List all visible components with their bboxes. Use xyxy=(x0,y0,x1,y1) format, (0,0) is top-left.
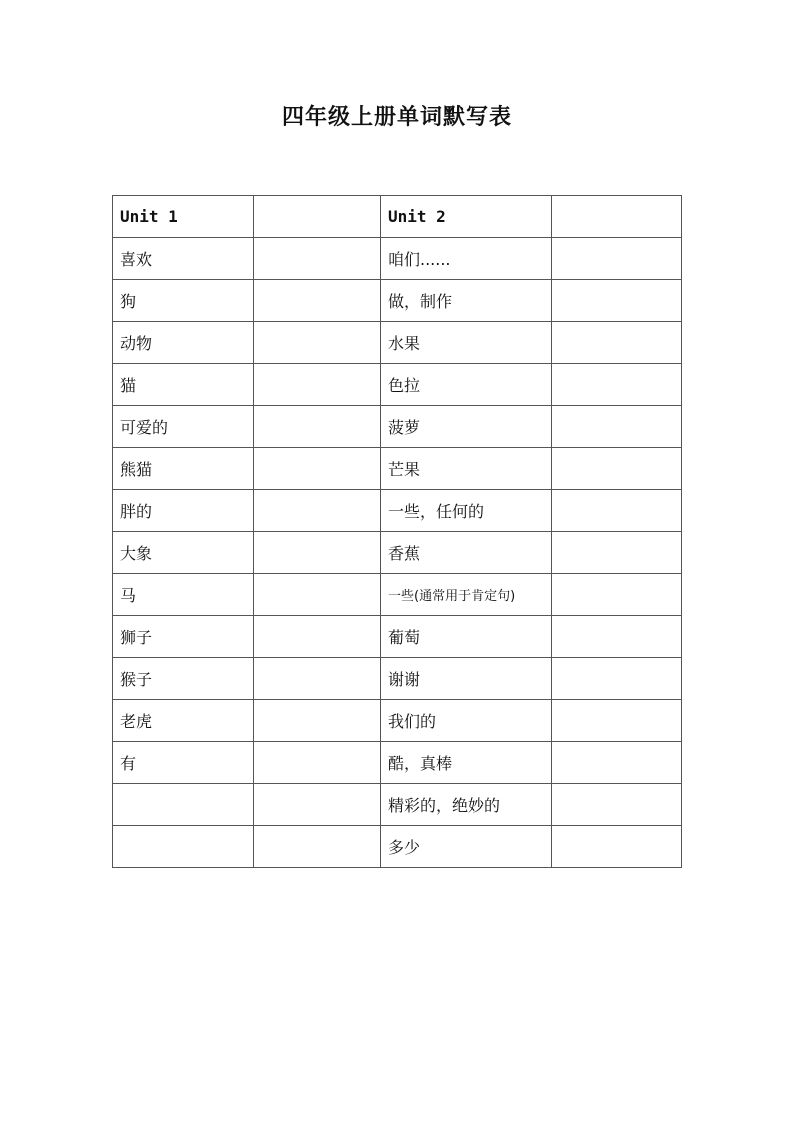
unit2-answer-blank[interactable] xyxy=(552,322,682,364)
unit1-answer-blank[interactable] xyxy=(254,742,381,784)
unit2-answer-blank[interactable] xyxy=(552,574,682,616)
table-row xyxy=(113,238,682,280)
unit1-word xyxy=(113,826,254,868)
unit2-word: 酷，真棒 xyxy=(381,742,552,784)
table-row xyxy=(113,616,682,658)
unit2-answer-blank[interactable] xyxy=(552,742,682,784)
unit2-word: 多少 xyxy=(381,826,552,868)
table-row xyxy=(113,700,682,742)
unit1-header: Unit 1 xyxy=(113,196,254,238)
unit2-word: 做，制作 xyxy=(381,280,552,322)
unit2-header: Unit 2 xyxy=(381,196,552,238)
unit2-answer-blank[interactable] xyxy=(552,616,682,658)
vocabulary-table xyxy=(112,195,682,868)
unit1-answer-blank[interactable] xyxy=(254,196,381,238)
table-row xyxy=(113,658,682,700)
unit2-answer-blank[interactable] xyxy=(552,784,682,826)
table-row xyxy=(113,322,682,364)
table-row xyxy=(113,532,682,574)
unit1-answer-blank[interactable] xyxy=(254,784,381,826)
unit1-word: 狮子 xyxy=(113,616,254,658)
unit1-word: 老虎 xyxy=(113,700,254,742)
unit1-word: 胖的 xyxy=(113,490,254,532)
unit2-word: 谢谢 xyxy=(381,658,552,700)
unit2-answer-blank[interactable] xyxy=(552,700,682,742)
unit2-word: 咱们...... xyxy=(381,238,552,280)
unit1-word: 动物 xyxy=(113,322,254,364)
unit1-word: 大象 xyxy=(113,532,254,574)
unit1-answer-blank[interactable] xyxy=(254,406,381,448)
unit2-answer-blank[interactable] xyxy=(552,406,682,448)
unit2-answer-blank[interactable] xyxy=(552,280,682,322)
table-row xyxy=(113,826,682,868)
unit2-answer-blank[interactable] xyxy=(552,196,682,238)
unit2-answer-blank[interactable] xyxy=(552,490,682,532)
unit1-answer-blank[interactable] xyxy=(254,490,381,532)
unit2-answer-blank[interactable] xyxy=(552,238,682,280)
unit1-answer-blank[interactable] xyxy=(254,658,381,700)
unit1-answer-blank[interactable] xyxy=(254,322,381,364)
unit1-word: 狗 xyxy=(113,280,254,322)
table-row xyxy=(113,742,682,784)
table-row xyxy=(113,574,682,616)
unit1-word: 猫 xyxy=(113,364,254,406)
unit1-answer-blank[interactable] xyxy=(254,616,381,658)
unit1-answer-blank[interactable] xyxy=(254,532,381,574)
unit2-answer-blank[interactable] xyxy=(552,658,682,700)
unit1-answer-blank[interactable] xyxy=(254,700,381,742)
unit2-word: 精彩的，绝妙的 xyxy=(381,784,552,826)
unit1-word: 马 xyxy=(113,574,254,616)
unit1-answer-blank[interactable] xyxy=(254,364,381,406)
unit2-answer-blank[interactable] xyxy=(552,448,682,490)
unit2-word: 香蕉 xyxy=(381,532,552,574)
unit1-word: 猴子 xyxy=(113,658,254,700)
table-row xyxy=(113,448,682,490)
unit1-word: 可爱的 xyxy=(113,406,254,448)
unit2-word: 水果 xyxy=(381,322,552,364)
unit1-word: 有 xyxy=(113,742,254,784)
table-row xyxy=(113,364,682,406)
table-row xyxy=(113,784,682,826)
table-row xyxy=(113,490,682,532)
unit1-answer-blank[interactable] xyxy=(254,574,381,616)
page-title: 四年级上册单词默写表 xyxy=(281,104,512,130)
unit2-word: 芒果 xyxy=(381,448,552,490)
unit2-word: 菠萝 xyxy=(381,406,552,448)
table-row xyxy=(113,406,682,448)
unit1-answer-blank[interactable] xyxy=(254,238,381,280)
unit1-word xyxy=(113,784,254,826)
unit1-answer-blank[interactable] xyxy=(254,448,381,490)
unit1-word: 喜欢 xyxy=(113,238,254,280)
unit2-answer-blank[interactable] xyxy=(552,532,682,574)
table-row xyxy=(113,280,682,322)
unit2-word: 一些，任何的 xyxy=(381,490,552,532)
unit2-answer-blank[interactable] xyxy=(552,826,682,868)
unit1-word: 熊猫 xyxy=(113,448,254,490)
unit2-answer-blank[interactable] xyxy=(552,364,682,406)
unit2-word: 一些(通常用于肯定句) xyxy=(381,574,552,616)
unit1-answer-blank[interactable] xyxy=(254,826,381,868)
unit2-word: 我们的 xyxy=(381,700,552,742)
unit2-word: 色拉 xyxy=(381,364,552,406)
unit2-word: 葡萄 xyxy=(381,616,552,658)
unit1-answer-blank[interactable] xyxy=(254,280,381,322)
table-header-row xyxy=(113,196,682,238)
